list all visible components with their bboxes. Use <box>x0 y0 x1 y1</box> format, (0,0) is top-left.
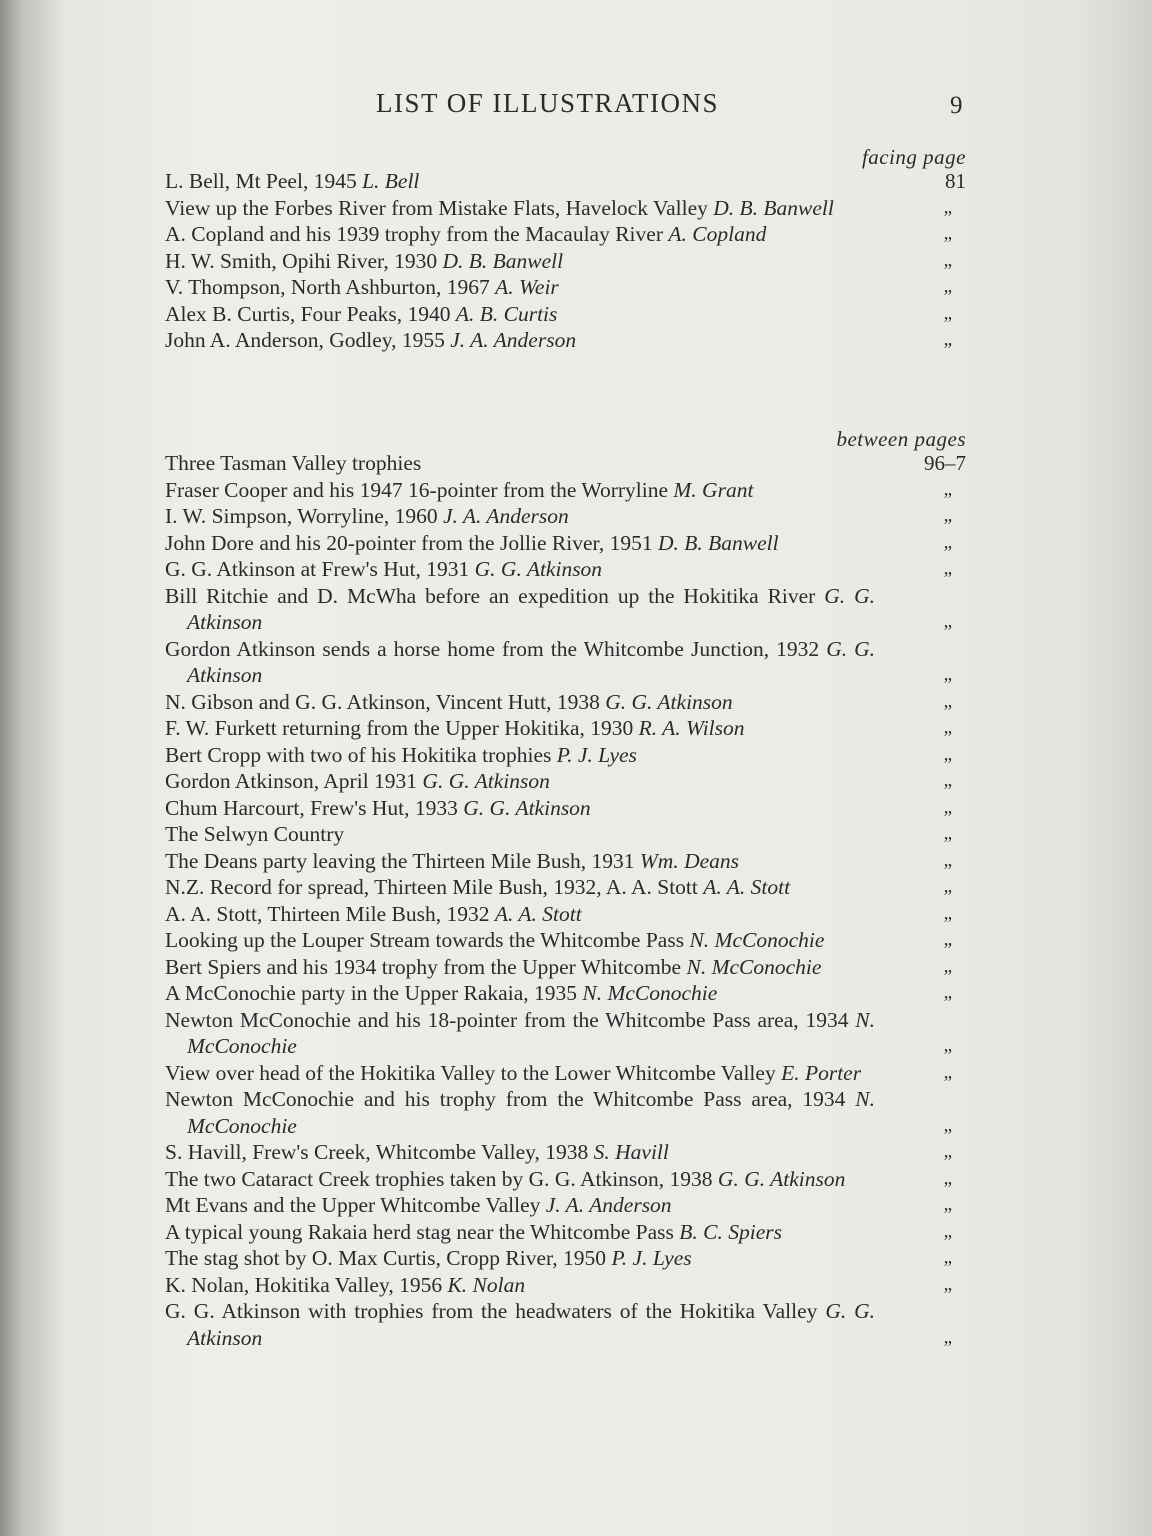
entry-caption: F. W. Furkett returning from the Upper Hokitika, 1930 <box>165 716 634 740</box>
entry-page: „ <box>943 796 952 818</box>
entry-credit: D. B. Banwell <box>442 248 564 273</box>
entry-caption: Alex B. Curtis, Four Peaks, 1940 <box>165 301 451 326</box>
entry-text <box>165 556 970 583</box>
entry-text <box>165 1219 970 1246</box>
entry-credit: G. G. Atkinson <box>474 557 603 581</box>
list-item <box>165 1166 970 1193</box>
entry-page: „ <box>943 849 952 871</box>
entry-text <box>165 221 970 248</box>
entry-caption: View up the Forbes River from Mistake Flats, Havelock Valley <box>165 195 708 220</box>
entry-page: „ <box>943 664 952 685</box>
entry-credit: N. McConochie <box>187 1087 876 1138</box>
entry-page: „ <box>943 690 952 712</box>
list-item <box>165 1298 970 1351</box>
entry-caption: V. Thompson, North Ashburton, 1967 <box>165 275 490 299</box>
entry-credit: G. G. Atkinson <box>187 1299 876 1350</box>
column-heading: facing page <box>861 145 966 169</box>
entry-text <box>165 1166 970 1193</box>
page-title: LIST OF ILLUSTRATIONS <box>376 88 720 118</box>
entry-text <box>165 636 970 689</box>
entry-credit: G. G. Atkinson <box>605 689 733 714</box>
between-pages-section <box>165 428 970 1351</box>
list-item <box>165 636 970 689</box>
entry-credit: B. C. Spiers <box>679 1219 783 1244</box>
list-item <box>165 1245 970 1272</box>
entry-caption: I. W. Simpson, Worryline, 1960 <box>165 504 438 528</box>
entry-text <box>165 530 970 557</box>
list-item <box>165 874 970 901</box>
entry-credit: P. J. Lyes <box>556 742 637 767</box>
entry-caption: N. Gibson and G. G. Atkinson, Vincent Hutt, 1938 <box>165 689 600 714</box>
entry-credit: M. Grant <box>673 477 754 502</box>
entry-page: „ <box>943 770 952 791</box>
entry-credit: G. G. Atkinson <box>463 795 591 820</box>
entry-text <box>165 327 970 354</box>
list-item <box>165 848 970 875</box>
entry-text <box>165 715 970 742</box>
entry-page: „ <box>943 743 952 765</box>
entry-credit: E. Porter <box>781 1060 862 1085</box>
entry-page: „ <box>943 1035 952 1056</box>
entry-caption: John A. Anderson, Godley, 1955 <box>165 328 445 352</box>
list-item <box>165 327 970 354</box>
entry-text <box>165 1007 970 1060</box>
entry-credit: J. A. Anderson <box>442 504 569 528</box>
list-item <box>165 715 970 742</box>
entry-page: „ <box>943 223 952 244</box>
list-item <box>165 168 970 195</box>
entry-caption: A. Copland and his 1939 trophy from the Macaulay River <box>165 222 663 246</box>
entry-page: „ <box>943 611 952 632</box>
entry-caption: The stag shot by O. Max Curtis, Cropp River, 1950 <box>165 1246 607 1270</box>
book-gutter <box>0 0 60 1536</box>
list-item <box>165 901 970 928</box>
entry-page: „ <box>943 1247 952 1268</box>
entry-credit: G. G. Atkinson <box>422 769 550 793</box>
entry-caption: G. G. Atkinson at Frew's Hut, 1931 <box>165 557 470 581</box>
entry-caption: The two Cataract Creek trophies taken by G. G. Atkinson, 1938 <box>165 1166 713 1191</box>
entry-credit: N. McConochie <box>582 981 718 1005</box>
list-item <box>165 1139 970 1166</box>
entry-page: „ <box>943 1167 952 1189</box>
entry-page: „ <box>943 1114 952 1136</box>
entry-credit: D. B. Banwell <box>657 530 779 555</box>
list-item <box>165 583 970 636</box>
illustration-list <box>165 168 970 354</box>
list-item <box>165 980 970 1007</box>
entry-caption: Gordon Atkinson sends a horse home from the Whitcombe Junction, 1932 <box>165 636 820 661</box>
entry-caption: Gordon Atkinson, April 1931 <box>165 769 418 793</box>
entry-page: „ <box>943 1273 952 1295</box>
column-heading: between pages <box>836 427 966 451</box>
entry-text <box>165 274 970 301</box>
entry-caption: K. Nolan, Hokitika Valley, 1956 <box>165 1272 443 1297</box>
entry-credit: J. A. Anderson <box>450 328 577 352</box>
entry-text <box>165 1060 970 1087</box>
entry-text <box>165 874 970 901</box>
entry-text <box>165 980 970 1007</box>
list-item <box>165 954 970 981</box>
entry-caption: S. Havill, Frew's Creek, Whitcombe Valley, 1938 <box>165 1140 589 1164</box>
entry-caption: A typical young Rakaia herd stag near the Whitcombe Pass <box>165 1219 674 1244</box>
list-item <box>165 503 970 530</box>
entry-caption: Newton McConochie and his 18-pointer from the Whitcombe Pass area, 1934 <box>165 1007 849 1032</box>
list-item <box>165 450 970 477</box>
entry-caption: Mt Evans and the Upper Whitcombe Valley <box>165 1193 541 1217</box>
entry-caption: Chum Harcourt, Frew's Hut, 1933 <box>165 795 458 820</box>
list-item <box>165 795 970 822</box>
entry-caption: H. W. Smith, Opihi River, 1930 <box>165 248 438 273</box>
entry-caption: N.Z. Record for spread, Thirteen Mile Bush, 1932, A. A. Stott <box>165 875 698 899</box>
entry-credit: G. G. Atkinson <box>187 583 876 634</box>
entry-page: „ <box>943 478 952 500</box>
entry-text <box>165 1272 970 1299</box>
illustration-list <box>165 450 970 1351</box>
entry-caption: Bert Spiers and his 1934 trophy from the Upper Whitcombe <box>165 954 682 979</box>
entry-credit: D. B. Banwell <box>713 195 834 220</box>
entry-page: „ <box>943 1326 952 1348</box>
entry-credit: A. Weir <box>495 275 559 299</box>
page-number: 9 <box>950 92 963 119</box>
entry-page: „ <box>943 902 952 924</box>
entry-text <box>165 1192 970 1219</box>
entry-text <box>165 848 970 875</box>
entry-credit: A. A. Stott <box>494 901 582 926</box>
entry-text <box>165 450 970 477</box>
list-item <box>165 768 970 795</box>
list-item <box>165 195 970 222</box>
list-item <box>165 477 970 504</box>
entry-caption: Bill Ritchie and D. McWha before an expedition up the Hokitika River <box>165 583 816 608</box>
entry-text <box>165 1245 970 1272</box>
entry-page: „ <box>943 249 952 271</box>
list-item <box>165 301 970 328</box>
list-item <box>165 274 970 301</box>
list-item <box>165 1086 970 1139</box>
page-header <box>0 88 1152 128</box>
entry-text <box>165 901 970 928</box>
entry-credit: P. J. Lyes <box>611 1246 692 1270</box>
list-item <box>165 1192 970 1219</box>
entry-page: „ <box>943 1061 952 1083</box>
entry-text <box>165 583 970 636</box>
list-item <box>165 821 970 848</box>
entry-credit: N. McConochie <box>686 954 822 979</box>
list-item <box>165 1060 970 1087</box>
list-item <box>165 927 970 954</box>
entry-credit: G. G. Atkinson <box>717 1166 846 1191</box>
entry-page: „ <box>943 929 952 950</box>
entry-page: „ <box>943 823 952 844</box>
entry-credit: A. A. Stott <box>703 875 791 899</box>
entry-caption: Bert Cropp with two of his Hokitika trophies <box>165 742 552 767</box>
entry-caption: John Dore and his 20-pointer from the Jollie River, 1951 <box>165 530 653 555</box>
list-item <box>165 221 970 248</box>
entry-caption: A. A. Stott, Thirteen Mile Bush, 1932 <box>165 901 490 926</box>
entry-credit: R. A. Wilson <box>638 716 745 740</box>
entry-page: „ <box>943 876 952 897</box>
entry-caption: Looking up the Louper Stream towards the Whitcombe Pass <box>165 928 685 952</box>
entry-caption: The Selwyn Country <box>165 822 345 846</box>
entry-page: „ <box>943 505 952 526</box>
entry-credit: N. McConochie <box>689 928 825 952</box>
entry-page: „ <box>943 1220 952 1242</box>
entry-page: 81 <box>945 169 966 193</box>
list-item <box>165 530 970 557</box>
entry-text <box>165 689 970 716</box>
entry-text <box>165 1139 970 1166</box>
entry-text <box>165 1086 970 1139</box>
entry-text <box>165 248 970 275</box>
entry-text <box>165 1298 970 1351</box>
entry-caption: Fraser Cooper and his 1947 16-pointer from the Worryline <box>165 477 669 502</box>
list-item <box>165 1272 970 1299</box>
facing-page-section <box>165 146 970 354</box>
entry-credit: G. G. Atkinson <box>187 636 875 687</box>
entry-caption: L. Bell, Mt Peel, 1945 <box>165 169 357 193</box>
entry-credit: K. Nolan <box>447 1272 526 1297</box>
entry-page: „ <box>943 329 952 350</box>
entry-text <box>165 927 970 954</box>
entry-text <box>165 795 970 822</box>
entry-page: „ <box>943 276 952 297</box>
entry-caption: G. G. Atkinson with trophies from the headwaters of the Hokitika Valley <box>165 1299 818 1323</box>
entry-text <box>165 195 970 222</box>
entry-credit: Wm. Deans <box>639 848 740 873</box>
list-item <box>165 556 970 583</box>
entry-credit: S. Havill <box>593 1140 669 1164</box>
entry-caption: Newton McConochie and his trophy from the Whitcombe Pass area, 1934 <box>165 1087 846 1111</box>
list-item <box>165 1007 970 1060</box>
entry-text <box>165 168 970 195</box>
entry-page: „ <box>943 982 952 1003</box>
entry-page: „ <box>943 558 952 579</box>
entry-text <box>165 503 970 530</box>
entry-credit: L. Bell <box>362 169 420 193</box>
list-item <box>165 689 970 716</box>
entry-caption: Three Tasman Valley trophies <box>165 451 422 475</box>
entry-text <box>165 821 970 848</box>
entry-page: „ <box>943 717 952 738</box>
entry-credit: A. Copland <box>668 222 767 246</box>
entry-page: „ <box>943 1141 952 1162</box>
entry-page: „ <box>943 1194 952 1215</box>
list-item <box>165 1219 970 1246</box>
entry-caption: View over head of the Hokitika Valley to the Lower Whitcombe Valley <box>165 1060 776 1085</box>
entry-page: „ <box>943 531 952 553</box>
entry-text <box>165 954 970 981</box>
entry-credit: J. A. Anderson <box>545 1193 672 1217</box>
entry-text <box>165 301 970 328</box>
entry-credit: N. McConochie <box>187 1007 875 1058</box>
entry-page: „ <box>943 302 952 324</box>
entry-credit: A. B. Curtis <box>455 301 558 326</box>
entry-caption: A McConochie party in the Upper Rakaia, 1935 <box>165 981 577 1005</box>
entry-text <box>165 768 970 795</box>
entry-text <box>165 742 970 769</box>
entry-page: 96–7 <box>924 451 966 475</box>
entry-text <box>165 477 970 504</box>
list-item <box>165 248 970 275</box>
entry-page: „ <box>943 196 952 218</box>
entry-caption: The Deans party leaving the Thirteen Mile Bush, 1931 <box>165 848 635 873</box>
entry-page: „ <box>943 955 952 977</box>
list-item <box>165 742 970 769</box>
